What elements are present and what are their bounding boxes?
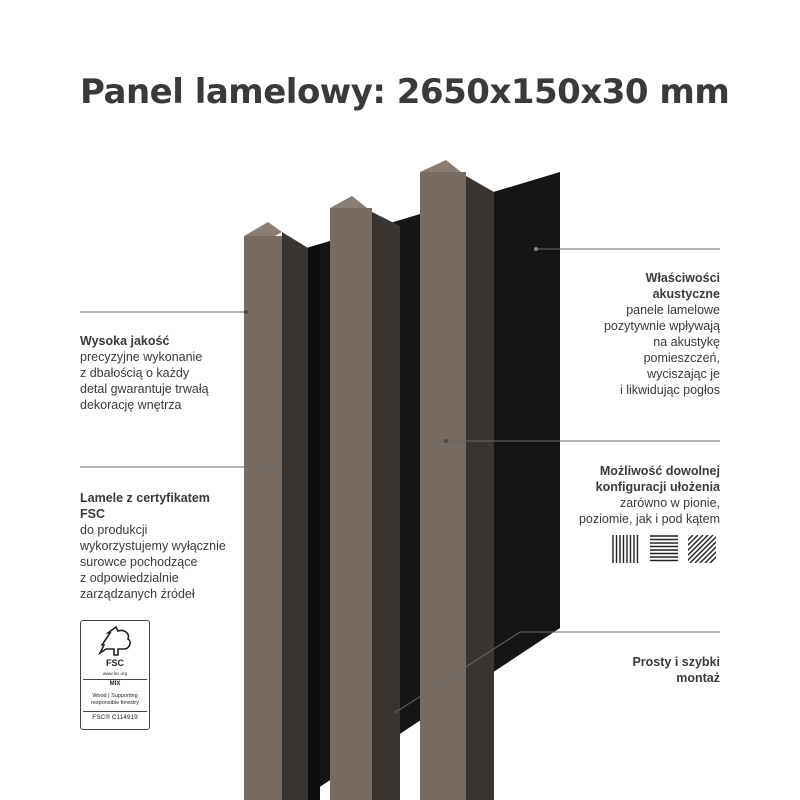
diagonal-orientation-icon: [688, 535, 716, 563]
callout-dot-config: [444, 439, 448, 443]
fsc-subtitle: Wood | Supporting responsible forestry: [91, 693, 139, 706]
feature-fsc: [80, 490, 226, 602]
feature-line: precyzyjne wykonanie: [80, 350, 203, 364]
fsc-code: FSC® C114919: [92, 714, 138, 721]
slat-2-front: [330, 208, 372, 800]
callout-dot-acoustic: [534, 247, 538, 251]
feature-line: na akustykę: [653, 335, 720, 349]
feature-heading: Możliwość dowolnej: [599, 464, 720, 478]
feature-line: wykorzystujemy wyłącznie: [80, 539, 226, 553]
feature-line: z dbałością o każdy: [80, 366, 190, 380]
feature-line: pomieszczeń,: [643, 351, 720, 365]
feature-heading: Prosty i szybki: [632, 655, 720, 669]
fsc-tree-icon: [96, 625, 136, 657]
fsc-divider-2: [83, 711, 147, 712]
fsc-logo: [80, 620, 150, 730]
fsc-url: www.fsc.org: [102, 671, 128, 676]
feature-line: zarówno w pionie,: [619, 496, 720, 510]
slat-1-side: [282, 232, 308, 800]
feature-heading-2: konfiguracji ułożenia: [595, 480, 720, 494]
feature-line: wyciszając je: [647, 367, 720, 381]
feature-line: detal gwarantuje trwałą: [80, 382, 209, 396]
vertical-orientation-icon: [612, 535, 640, 563]
fsc-divider: [83, 679, 147, 680]
feature-heading: Wysoka jakość: [80, 334, 170, 348]
feature-line: do produkcji: [80, 523, 148, 537]
feature-heading-2: montaż: [676, 671, 720, 685]
feature-mounting: [632, 654, 720, 686]
feature-heading: Lamele z certyfikatem: [80, 491, 210, 505]
fsc-mix: MIX: [109, 681, 121, 687]
page-title: Panel lamelowy: 2650x150x30 mm: [80, 72, 730, 112]
feature-line: z odpowiedzialnie: [80, 571, 179, 585]
feature-line: i likwidując pogłos: [619, 383, 720, 397]
callout-dot-quality: [244, 310, 248, 314]
fsc-label: FSC: [106, 658, 124, 668]
slat-1-front: [244, 236, 282, 800]
horizontal-orientation-icon: [650, 535, 678, 563]
slat-3-side: [466, 176, 494, 800]
feature-line: poziomie, jak i pod kątem: [578, 512, 720, 526]
feature-quality: [80, 333, 209, 413]
orientation-icons: [612, 535, 716, 563]
feature-acoustic: [604, 270, 720, 398]
feature-line: zarządzanych źródeł: [80, 587, 195, 601]
feature-heading-2: FSC: [80, 507, 105, 521]
slat-3-front: [420, 172, 466, 800]
feature-line: dekorację wnętrza: [80, 398, 182, 412]
feature-line: surowce pochodzące: [80, 555, 198, 569]
feature-configuration: [579, 463, 720, 527]
feature-line: pozytywnie wpływają: [603, 319, 720, 333]
feature-line: panele lamelowe: [626, 303, 720, 317]
feature-heading-2: akustyczne: [652, 287, 720, 301]
callout-dot-mounting: [394, 710, 398, 714]
feature-heading: Właściwości: [645, 271, 720, 285]
